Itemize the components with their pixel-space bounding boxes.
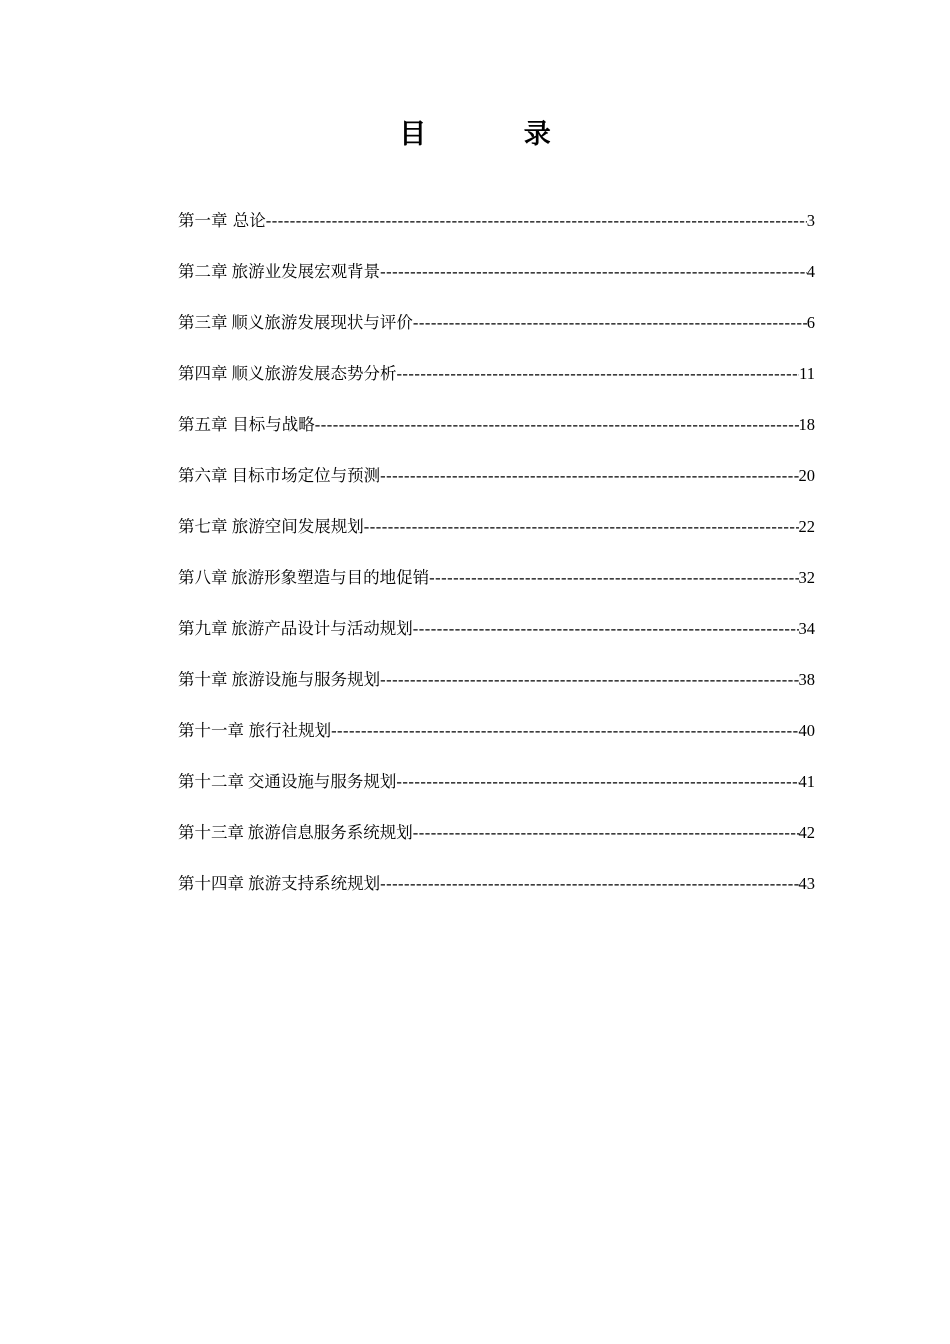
toc-page-number: 41 (798, 772, 815, 791)
toc-chapter-number: 第九章 (178, 619, 228, 638)
toc-page-number: 18 (798, 415, 815, 434)
toc-leader (413, 310, 807, 336)
toc-chapter-title: 顺义旅游发展态势分析 (231, 364, 397, 383)
toc-chapter-number: 第十四章 (178, 874, 244, 893)
toc-leader (396, 361, 799, 387)
toc-chapter-title: 旅行社规划 (248, 721, 332, 740)
toc-leader (396, 769, 798, 795)
toc-chapter-number: 第三章 (178, 313, 228, 332)
toc-chapter-number: 第一章 (178, 211, 228, 230)
toc-entry[interactable] (178, 208, 815, 259)
toc-chapter-number: 第十三章 (178, 823, 244, 842)
toc-chapter-title: 总论 (232, 211, 266, 230)
toc-chapter-number: 第二章 (178, 262, 228, 281)
toc-page-number: 40 (798, 721, 815, 740)
toc-entry[interactable] (178, 310, 815, 361)
toc-chapter-number: 第六章 (178, 466, 228, 485)
toc-chapter-title: 旅游形象塑造与目的地促销 (231, 568, 430, 587)
toc-page-number: 4 (806, 262, 815, 281)
toc-chapter-number: 第七章 (178, 517, 228, 536)
toc-chapter-title: 目标市场定位与预测 (231, 466, 381, 485)
toc-entry[interactable] (178, 616, 815, 667)
toc-entry[interactable] (178, 718, 815, 769)
toc-leader (413, 616, 799, 642)
toc-entry[interactable] (178, 463, 815, 514)
toc-chapter-title: 旅游空间发展规划 (231, 517, 364, 536)
toc-chapter-number: 第八章 (178, 568, 228, 587)
toc-chapter-title: 旅游信息服务系统规划 (247, 823, 413, 842)
toc-leader (315, 412, 799, 438)
toc-entry[interactable] (178, 361, 815, 412)
toc-chapter-title: 旅游业发展宏观背景 (231, 262, 381, 281)
toc-chapter-number: 第十一章 (178, 721, 244, 740)
toc-entry[interactable] (178, 769, 815, 820)
toc-chapter-number: 第四章 (178, 364, 228, 383)
toc-leader (413, 820, 799, 846)
toc-chapter-number: 第十章 (178, 670, 228, 689)
toc-leader (380, 463, 798, 489)
toc-page-number: 34 (798, 619, 815, 638)
toc-chapter-number: 第五章 (178, 415, 228, 434)
toc-leader (380, 259, 807, 285)
toc-leader (331, 718, 798, 744)
toc-leader (266, 208, 807, 234)
toc-leader (380, 871, 798, 897)
toc-leader (380, 667, 798, 693)
toc-chapter-title: 顺义旅游发展现状与评价 (231, 313, 413, 332)
toc-entry[interactable] (178, 412, 815, 463)
toc-chapter-title: 旅游设施与服务规划 (231, 670, 381, 689)
toc-entry[interactable] (178, 259, 815, 310)
toc-chapter-title: 交通设施与服务规划 (247, 772, 397, 791)
toc-chapter-title: 目标与战略 (232, 415, 315, 434)
page-title: 目 录 (399, 119, 595, 150)
toc-chapter-title: 旅游产品设计与活动规划 (231, 619, 413, 638)
toc-page-number: 11 (799, 364, 815, 383)
toc-leader (429, 565, 798, 591)
toc-entry[interactable] (178, 871, 815, 922)
toc-page-number: 43 (798, 874, 815, 893)
toc-page-number: 22 (798, 517, 815, 536)
toc-entry[interactable] (178, 514, 815, 565)
toc-page-number: 6 (806, 313, 815, 332)
toc-entry[interactable] (178, 820, 815, 871)
toc-page-number: 32 (798, 568, 815, 587)
toc-entry[interactable] (178, 667, 815, 718)
toc-leader (364, 514, 799, 540)
toc-page-number: 38 (798, 670, 815, 689)
toc-page-number: 3 (806, 211, 815, 230)
table-of-contents (178, 208, 815, 922)
toc-page-number: 20 (798, 466, 815, 485)
toc-chapter-title: 旅游支持系统规划 (248, 874, 381, 893)
toc-chapter-number: 第十二章 (178, 772, 244, 791)
toc-entry[interactable] (178, 565, 815, 616)
toc-page-number: 42 (798, 823, 815, 842)
